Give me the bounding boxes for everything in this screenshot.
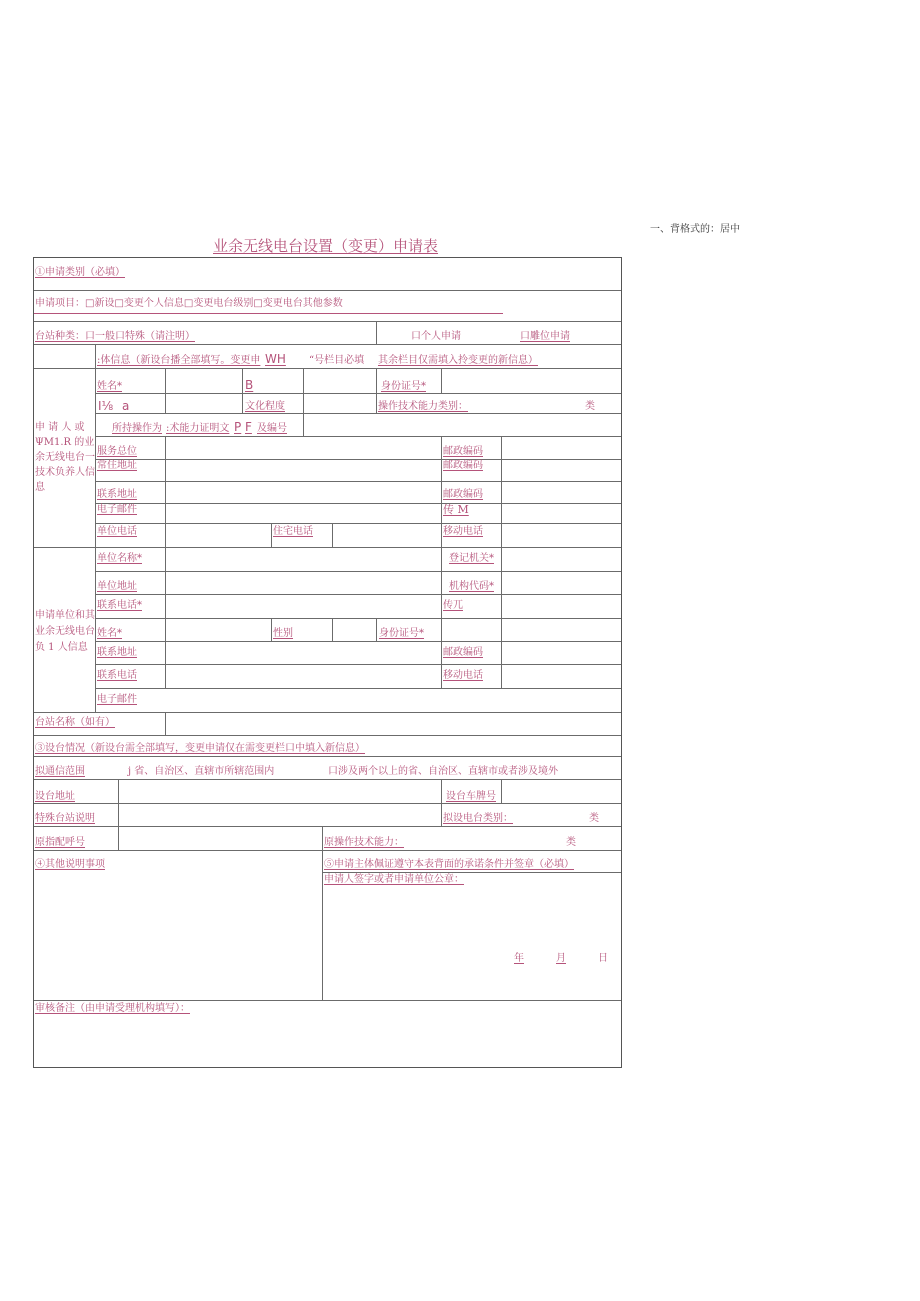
- proposed-class-label: 拟设电台类别：: [443, 813, 513, 824]
- row-divider: [34, 344, 621, 345]
- range-option-multi[interactable]: 口涉及两个以上的省、自治区、直辖市或者涉及境外: [328, 766, 558, 777]
- row-divider: [96, 688, 621, 689]
- certificate-label-c: P: [234, 420, 242, 434]
- contact-phone-label: 联系电话*: [97, 600, 142, 611]
- station-address-label: 设台地址: [35, 791, 75, 802]
- col-divider: [501, 779, 502, 803]
- col-divider: [165, 368, 166, 413]
- row-divider: [34, 735, 621, 736]
- row-divider: [96, 641, 621, 642]
- col-divider: [165, 547, 166, 688]
- certificate-label-b: :术能力证明文: [166, 423, 230, 434]
- org-code-label: 机构代码*: [449, 581, 494, 592]
- col-divider: [118, 779, 119, 850]
- mobile-label: 移动电话: [443, 670, 483, 681]
- row-divider: [96, 594, 621, 595]
- id-number-label: 身份证号*: [379, 628, 424, 639]
- year-label: 年: [514, 953, 524, 964]
- col-divider: [271, 618, 272, 641]
- certificate-label-e: 及编号: [257, 423, 287, 434]
- contact-address-label: 联系地址: [97, 647, 137, 658]
- month-label: 月: [556, 953, 566, 964]
- col-divider: [376, 618, 377, 641]
- row-divider: [96, 523, 621, 524]
- row-divider: [34, 712, 621, 713]
- section2-header-b: WH: [265, 352, 286, 366]
- form-table-border: [33, 257, 622, 1068]
- personal-application-option[interactable]: 口个人申请: [411, 331, 461, 342]
- row-divider: [34, 321, 621, 322]
- row-divider: [96, 503, 621, 504]
- percent-mark: I⅛: [98, 399, 114, 413]
- col-divider: [95, 344, 96, 712]
- row-divider: [34, 850, 621, 851]
- contact-address-label: 联系地址: [97, 489, 137, 500]
- section2-header-c: “号栏目必填: [309, 355, 365, 366]
- col-divider: [332, 523, 333, 547]
- row-divider: [96, 664, 621, 665]
- row-divider: [96, 481, 621, 482]
- station-name-label: 台站名称（如有）: [35, 717, 115, 728]
- callsign-label: 原指配呼号: [35, 837, 85, 848]
- col-divider: [271, 523, 272, 547]
- section2-header-d: 其余栏目仅需填入拎变更的新信息）: [378, 355, 538, 366]
- other-notes-label: ④其他说明事项: [35, 859, 105, 870]
- col-divider: [332, 618, 333, 641]
- gender-label: 性别: [273, 628, 293, 639]
- col-divider: [441, 547, 442, 688]
- row-divider: [34, 368, 621, 369]
- education-label: 文化程度: [245, 401, 285, 412]
- special-station-label: 特殊台站说明: [35, 813, 95, 824]
- certificate-label-a: 所持操作为: [112, 423, 162, 434]
- home-phone-label: 住宅电话: [273, 526, 313, 537]
- proposed-class-suffix: 类: [589, 813, 599, 824]
- row-divider: [34, 1000, 621, 1001]
- email-label: 电子邮件: [97, 694, 137, 705]
- row-divider: [322, 872, 621, 873]
- row-divider: [96, 413, 621, 414]
- project-underline: [34, 313, 503, 314]
- original-skill-label: 原操作技术能力：: [324, 837, 404, 848]
- section3-header: ③设台情况（新设台需全部填写，变更申请仅在需变更栏口中填入新信息）: [35, 743, 365, 754]
- signature-label[interactable]: 申请人签字或者申请单位公章：: [324, 874, 464, 885]
- col-divider: [441, 436, 442, 547]
- col-divider: [242, 368, 243, 413]
- row-divider: [34, 779, 621, 780]
- skill-class-label: 操作技术能力类别：: [378, 401, 468, 412]
- skill-class-suffix: 类: [585, 401, 595, 412]
- comm-range-label: 拟通信范围: [35, 766, 85, 777]
- unit-info-label: 申请单位和其业余无线电台负 1 人信息: [35, 610, 95, 653]
- fax-label: 传 M: [443, 503, 469, 516]
- section2-header-a: :体信息（新设台播全部填写。变更申: [97, 355, 261, 366]
- col-divider: [322, 826, 323, 1000]
- contact-phone-label: 联系电话: [97, 670, 137, 681]
- row-divider: [34, 756, 621, 757]
- registration-authority-label: 登记机关*: [449, 553, 494, 564]
- col-divider: [501, 436, 502, 547]
- unit-application-option[interactable]: 口雕位申请: [520, 331, 570, 342]
- form-title: 业余无线电台设置（变更）申请表: [213, 237, 439, 255]
- application-category: ①申请类别（必填）: [35, 267, 125, 278]
- unit-address-label: 单位地址: [97, 581, 137, 592]
- postcode-label: 邮政编码: [443, 446, 483, 457]
- email-label: 电子邮件: [97, 504, 137, 515]
- certificate-label-d: F: [245, 420, 252, 434]
- review-notes-label: 审核备注（由申请受理机构填写）：: [35, 1003, 190, 1014]
- col-divider: [441, 779, 442, 826]
- vehicle-plate-label: 设台车牌号: [446, 791, 496, 802]
- col-divider: [376, 368, 377, 413]
- b-mark: B: [245, 378, 254, 392]
- postcode-label: 邮政编码: [443, 460, 483, 471]
- row-divider: [96, 393, 621, 394]
- pledge-label: ⑤申请主体佩证遵守本表背面的承诺条件并签章（必填）: [324, 859, 574, 870]
- row-divider: [96, 436, 621, 437]
- row-divider: [96, 618, 621, 619]
- corner-note: 一、背格式的：居中: [650, 224, 740, 235]
- applicant-info-label: 申 请 人 或 ΨM1.R 的业余无线电台一技术负养人信息: [35, 422, 95, 493]
- row-divider: [34, 290, 621, 291]
- unit-phone-label: 单位电话: [97, 526, 137, 537]
- row-divider: [34, 803, 621, 804]
- home-address-label: 常住地址: [97, 460, 137, 471]
- col-divider: [441, 368, 442, 393]
- unit-name-label: 单位名称*: [97, 553, 142, 564]
- row-divider: [96, 459, 621, 460]
- postcode-label: 邮政编码: [443, 647, 483, 658]
- station-type[interactable]: 台站种类：口一般口特殊（请注明）: [35, 331, 195, 342]
- mobile-label: 移动电话: [443, 526, 483, 537]
- person-name-label: 姓名*: [97, 628, 122, 639]
- col-divider: [376, 321, 377, 344]
- day-label: 日: [598, 953, 608, 964]
- col-divider: [501, 547, 502, 688]
- work-unit-label: 服务总位: [97, 446, 137, 457]
- row-divider: [96, 571, 621, 572]
- id-number-label: 身份证号*: [381, 381, 426, 392]
- fax-label: 传兀: [443, 600, 463, 611]
- original-skill-suffix: 类: [566, 837, 576, 848]
- a-mark: a: [122, 399, 130, 413]
- col-divider: [165, 436, 166, 547]
- row-divider: [34, 547, 621, 548]
- application-project[interactable]: 申请项目：□新设□变更个人信息□变更电台级别□变更电台其他参数: [35, 298, 343, 309]
- col-divider: [165, 712, 166, 735]
- name-label: 姓名*: [97, 381, 122, 392]
- range-option-province[interactable]: j 省、自治区、直辖市所辖范围内: [128, 766, 275, 777]
- col-divider: [303, 368, 304, 436]
- postcode-label: 邮政编码: [443, 489, 483, 500]
- row-divider: [34, 826, 621, 827]
